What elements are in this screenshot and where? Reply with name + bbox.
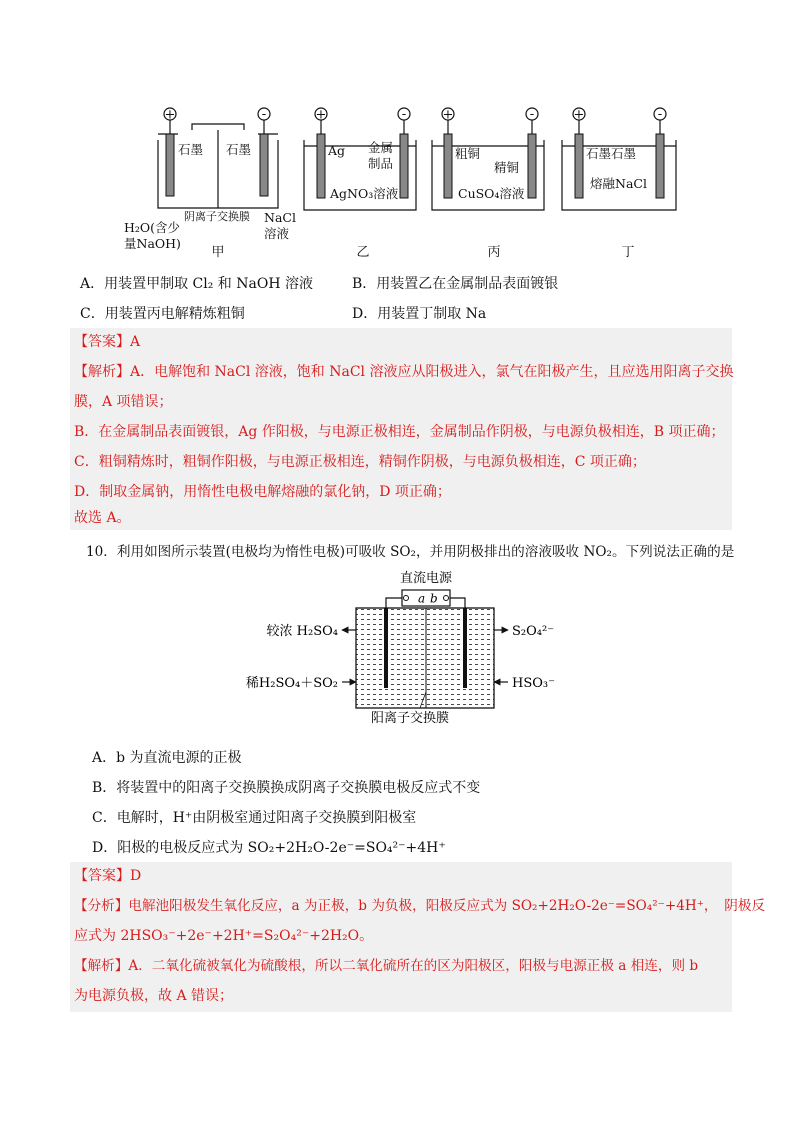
jia-left-input-line2: 量NaOH) [124,236,181,251]
bing-caption: 丙 [487,245,501,260]
q10-option-c: C．电解时，H⁺由阴极室通过阳离子交换膜到阳极室 [92,810,417,826]
jia-right-input-line2: 溶液 [264,226,290,241]
q10-jiexi-line2: 为电源负极，故 A 错误； [74,988,234,1004]
q9-analysis-line1: 【解析】A．电解饱和 NaCl 溶液，饱和 NaCl 溶液应从阳极进入，氯气在阳极产生，且应选用阳离子交换 [74,364,734,380]
q9-answer: 【答案】A [74,334,141,350]
jia-right-input-line1: NaCl [264,210,296,225]
left-top-outflow-label: 较浓 H₂SO₄ [266,624,338,639]
bing-solution-label: CuSO₄溶液 [458,186,525,201]
q10-option-d: D．阳极的电极反应式为 SO₂+2H₂O-2e⁻=SO₄²⁻+4H⁺ [92,840,446,856]
ding-solution-label: 熔融NaCl [590,176,647,191]
ding-electrodes-label: 石墨石墨 [586,146,637,161]
yi-right-electrode-line1: 金属 [368,140,394,155]
bing-right-electrode-label: 精铜 [494,160,520,175]
jia-left-input-line1: H₂O(含少 [124,220,181,235]
q9-analysis-line5: D．制取金属钠，用惰性电极电解熔融的氯化钠，D 项正确； [74,484,451,500]
yi-plus-sign: + [315,107,327,123]
q9-option-a: A．用装置甲制取 Cl₂ 和 NaOH 溶液 [80,276,313,292]
q10-option-a: A．b 为直流电源的正极 [92,750,242,766]
jia-caption: 甲 [211,245,225,260]
left-bottom-inflow-label: 稀H₂SO₄＋SO₂ [245,676,338,691]
yi-solution-label: AgNO₃溶液 [330,186,399,201]
jia-plus-sign: + [164,107,176,123]
yi-right-electrode-line2: 制品 [368,156,394,171]
q9-analysis-line2: 膜，A 项错误； [74,394,173,410]
right-bottom-inflow-label: HSO₃⁻ [512,676,555,691]
jia-left-electrode-label: 石墨 [178,142,204,157]
q10-option-b: B．将装置中的阳离子交换膜换成阴离子交换膜电极反应式不变 [92,780,481,796]
q9-analysis-line3: B．在金属制品表面镀银，Ag 作阳极，与电源正极相连，金属制品作阴极，与电源负极相连，B 项正确； [74,424,725,440]
terminal-a-label: a [418,591,426,606]
q10-answer: 【答案】D [74,868,142,884]
bing-minus-sign: - [529,107,535,122]
q9-option-d: D．用装置丁制取 Na [352,306,487,322]
q9-analysis-line6: 故选 A。 [74,510,131,526]
jia-right-electrode-label: 石墨 [226,142,252,157]
ding-caption: 丁 [621,245,635,260]
q10-fenxi-line2: 应式为 2HSO₃⁻+2e⁻+2H⁺=S₂O₄²⁻+2H₂O。 [74,928,374,944]
jia-membrane-label: 阴离子交换膜 [184,210,250,223]
terminal-b-label: b [430,591,438,606]
electrolysis-apparatus-figure [0,100,800,270]
yi-left-electrode-label: Ag [328,143,346,158]
q9-option-b: B．用装置乙在金属制品表面镀银 [352,276,559,292]
q9-option-c: C．用装置丙电解精炼粗铜 [80,306,245,322]
ding-plus-sign: + [573,107,585,123]
q9-analysis-line4: C．粗铜精炼时，粗铜作阳极，与电源正极相连，精铜作阴极，与电源负极相连，C 项正确； [74,454,646,470]
jia-minus-sign: - [261,107,267,122]
yi-minus-sign: - [401,107,407,122]
right-top-outflow-label: S₂O₄²⁻ [512,624,555,639]
membrane-label: 阳离子交换膜 [370,711,450,726]
q10-jiexi-line1: 【解析】A．二氧化硫被氧化为硫酸根，所以二氧化硫所在的区为阳极区，阳极与电源正极 a 相连，则 b [74,958,699,974]
q10-apparatus-figure [0,562,800,732]
q10-fenxi-line1: 【分析】电解池阳极发生氧化反应，a 为正极，b 为负极，阳极反应式为 SO₂+2H₂O-2e⁻=SO₄²⁻+4H⁺， 阴极反 [74,898,766,914]
bing-left-electrode-label: 粗铜 [455,146,481,161]
bing-plus-sign: + [442,107,454,123]
power-supply-label: 直流电源 [399,571,453,586]
yi-caption: 乙 [356,245,370,260]
q10-stem: 10．利用如图所示装置(电极均为惰性电极)可吸收 SO₂，并用阴极排出的溶液吸收 NO₂。下列说法正确的是 [86,544,735,560]
ding-minus-sign: - [657,107,663,122]
